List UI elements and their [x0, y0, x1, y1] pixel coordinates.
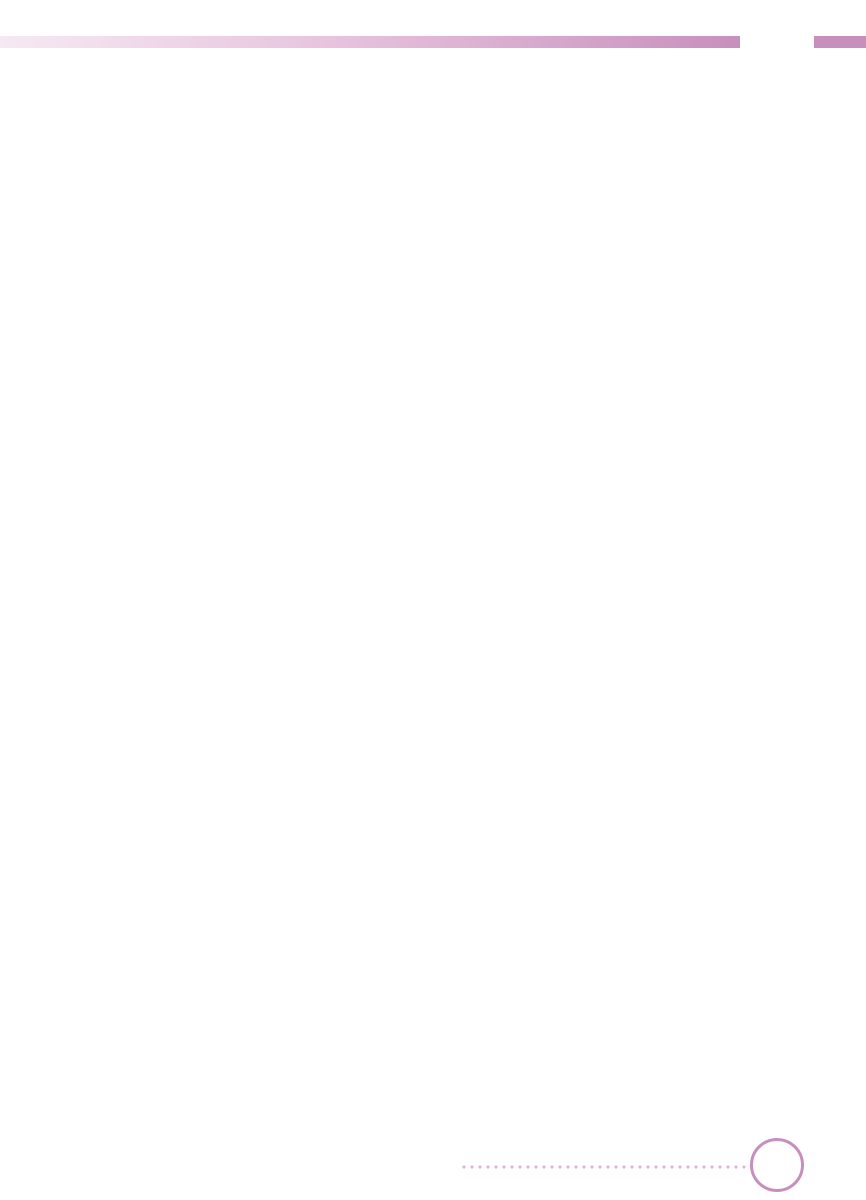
page-number-circle: [750, 1138, 804, 1192]
header-band: [0, 36, 740, 48]
decorative-dotted-line: [460, 1162, 746, 1172]
header-band-end: [814, 36, 866, 48]
page-number-badge: [744, 1138, 804, 1194]
